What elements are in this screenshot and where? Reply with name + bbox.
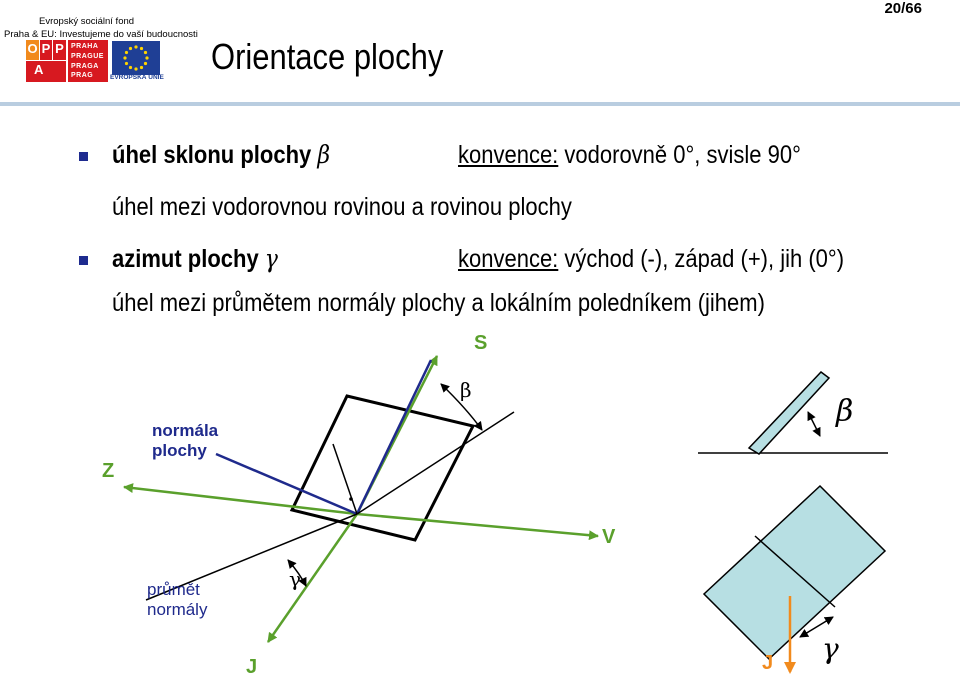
item2-term: azimut plochy bbox=[112, 245, 259, 273]
logo-text-esf: Evropský sociální fond bbox=[39, 16, 135, 27]
label-gamma-right: γ bbox=[822, 632, 839, 665]
panel-top-view bbox=[704, 486, 885, 659]
label-south-left: J bbox=[246, 656, 258, 678]
label-east: V bbox=[602, 526, 616, 548]
page-number: 20/66 bbox=[884, 0, 922, 17]
praha-word: PRAGUE bbox=[71, 53, 104, 60]
axis-east bbox=[357, 514, 598, 536]
oppa-letter: A bbox=[26, 61, 66, 82]
item1-description: úhel mezi vodorovnou rovinou a rovinou plochy bbox=[112, 193, 572, 221]
praha-word: PRAG bbox=[71, 72, 94, 79]
tilted-plane bbox=[292, 396, 473, 540]
praha-word: PRAGA bbox=[71, 63, 99, 70]
normal-line-upper bbox=[357, 360, 431, 514]
item2-convention-text: východ (-), západ (+), jih (0°) bbox=[564, 245, 845, 273]
label-beta-left: β bbox=[460, 378, 472, 402]
item1-symbol: β bbox=[317, 140, 331, 169]
page-title: Orientace plochy bbox=[211, 36, 444, 77]
beta-arrow-right bbox=[808, 412, 820, 436]
label-projection-line2: normály bbox=[147, 600, 208, 619]
praha-word: PRAHA bbox=[71, 43, 99, 50]
label-zenith: Z bbox=[102, 460, 115, 482]
item1-convention-label: konvence: bbox=[458, 141, 559, 169]
right-angle-dot bbox=[349, 497, 353, 501]
label-projection-line1: průmět bbox=[147, 580, 200, 599]
label-beta-right: β bbox=[836, 394, 854, 429]
label-normal-line2: plochy bbox=[152, 441, 207, 460]
item2-description: úhel mezi průmětem normály plochy a lokálním poledníkem (jihem) bbox=[112, 289, 765, 317]
label-gamma-left: γ bbox=[289, 567, 301, 591]
logo-text-praha-eu: Praha & EU: Investujeme do vaší budoucnosti bbox=[4, 29, 198, 40]
item1-term: úhel sklonu plochy bbox=[112, 141, 312, 169]
tilted-panel bbox=[749, 372, 829, 454]
axis-zenith bbox=[124, 487, 357, 514]
oppa-letter: O bbox=[26, 40, 39, 60]
item1-convention-text: vodorovně 0°, svisle 90° bbox=[564, 141, 801, 169]
projection-trace bbox=[333, 444, 357, 514]
item2-convention-label: konvence: bbox=[458, 245, 559, 273]
label-normal-line1: normála bbox=[152, 421, 219, 440]
eu-caption: EVROPSKÁ UNIE bbox=[110, 74, 164, 81]
oppa-letter: P bbox=[40, 40, 52, 60]
item2-symbol: γ bbox=[264, 244, 278, 273]
label-north: S bbox=[474, 332, 488, 354]
axis-south bbox=[268, 514, 357, 642]
label-south-right: J bbox=[762, 652, 774, 674]
oppa-letter: P bbox=[53, 40, 66, 60]
